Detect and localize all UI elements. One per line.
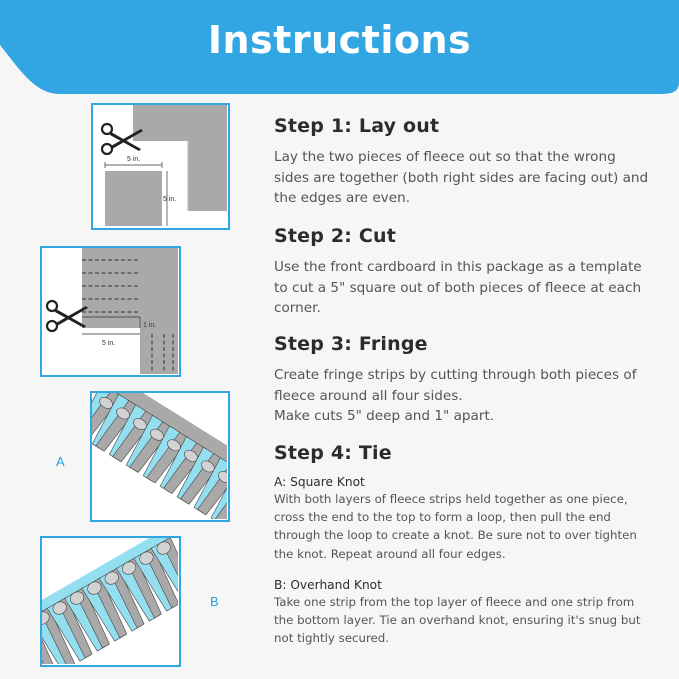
scissors-icon (47, 301, 88, 331)
dimension-width: 5 in. (127, 156, 141, 163)
knot-b-title: B: Overhand Knot (274, 577, 382, 592)
step-body-line-1: Create fringe strips by cutting through both pieces of fleece around all four sides. (274, 367, 637, 404)
step-1 (274, 115, 654, 209)
step-4 (274, 442, 654, 647)
cutout-square (105, 171, 162, 226)
step-title: Step 1: Lay out (274, 115, 440, 137)
step-title: Step 3: Fringe (274, 333, 428, 355)
dimension-height: 1 in. (143, 322, 157, 329)
step-3 (274, 333, 654, 427)
knot-b-body: Take one strip from the top layer of fleece and one strip from the bottom layer. Tie an overhand knot, ensuring it's snug but not tightly secured. (274, 594, 641, 646)
figure-label-b: B (210, 594, 219, 609)
figure-square-knot (90, 391, 230, 522)
page-title: Instructions (207, 18, 472, 62)
figure-overhand-knot (40, 536, 181, 667)
figure-cut (40, 246, 181, 377)
step-body: Lay the two pieces of fleece out so that the wrong sides are together (both right sides are facing out) and the edges are even. (274, 149, 649, 206)
figure-label-a: A (56, 454, 65, 469)
figure-lay-out (91, 103, 230, 230)
dimension-height: 5 in. (163, 196, 177, 203)
header-banner (0, 0, 679, 96)
step-body: Use the front cardboard in this package as a template to cut a 5" square out of both pieces of fleece at each corner. (274, 259, 642, 316)
step-2 (274, 225, 654, 319)
step-title: Step 2: Cut (274, 225, 397, 247)
step-title: Step 4: Tie (274, 442, 392, 464)
dimension-width: 5 in. (102, 340, 116, 347)
knot-a-body: With both layers of fleece strips held together as one piece, cross the end to the top to form a loop, then pull the end through the loop to create a knot. Be sure not to over tighten the knot. Repeat around all four edges. (274, 492, 637, 561)
knot-a-title: A: Square Knot (274, 475, 365, 489)
step-body-line-2: Make cuts 5" deep and 1" apart. (274, 408, 495, 424)
